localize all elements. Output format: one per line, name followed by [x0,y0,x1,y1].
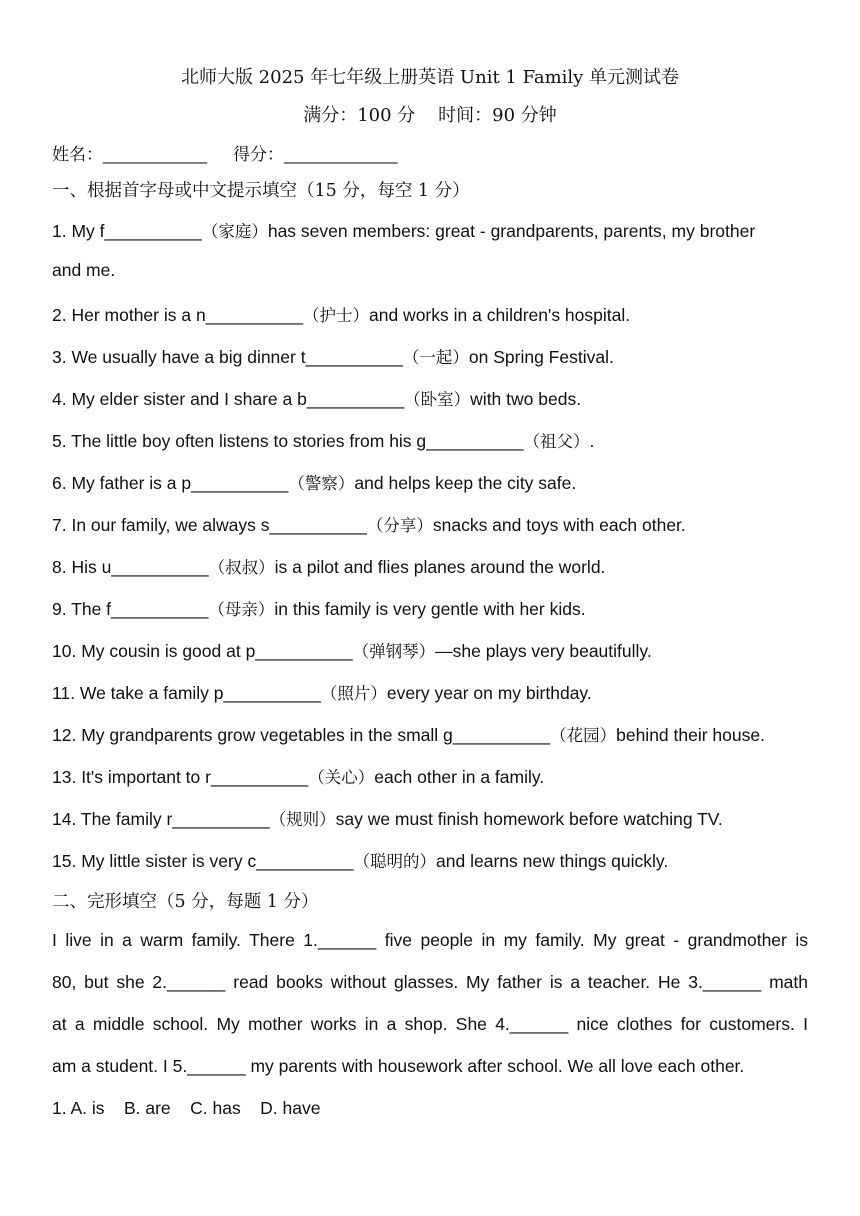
question-text: 7. In our family, we always s__________ [52,515,367,535]
question-text-after: on Spring Festival. [468,347,614,367]
chinese-hint: （聪明的） [353,852,437,871]
question-text: 15. My little sister is very c__________ [52,851,354,871]
question-text-after: snacks and toys with each other. [432,515,686,535]
chinese-hint: （母亲） [208,600,275,619]
question-line [52,722,765,746]
question-text-after: every year on my birthday. [386,683,592,703]
cloze-passage-line: 80, but she 2.______ read books without glasses. My father is a teacher. He 3.______ math [52,972,808,992]
question-line [52,302,630,326]
question-line [52,386,581,410]
question-text-after: and helps keep the city safe. [354,473,577,493]
question-line [52,764,544,788]
question-text: and me. [52,260,116,280]
cloze-passage-line: I live in a warm family. There 1.______ five people in my family. My great - grandmother is [52,930,808,950]
exam-subtitle: 满分：100 分 时间：90 分钟 [303,105,557,126]
question-line [52,596,586,620]
chinese-hint: （分享） [366,516,433,535]
question-text: 9. The f__________ [52,599,209,619]
question-text-after: in this family is very gentle with her kids. [274,599,586,619]
question-text: 12. My grandparents grow vegetables in the small g__________ [52,725,551,745]
question-text: 14. The family r__________ [52,809,270,829]
section-2-heading: 二、完形填空（5 分，每题 1 分） [52,892,319,912]
question-text-after: . [589,431,595,451]
question-line [52,848,668,872]
question-text: 11. We take a family p__________ [52,683,321,703]
question-line [52,428,594,452]
score-field[interactable]: 得分：____________ [233,145,398,164]
question-text: 1. My f__________ [52,221,202,241]
chinese-hint: （护士） [303,306,369,325]
chinese-hint: （规则） [269,810,336,829]
question-text-after: has seven members: great - grandparents, parents, my brother [267,221,756,241]
chinese-hint: （卧室） [404,390,471,409]
cloze-passage-line: at a middle school. My mother works in a shop. She 4.______ nice clothes for customers. I [52,1014,808,1034]
question-text: 8. His u__________ [52,557,209,577]
chinese-hint: （叔叔） [208,558,275,577]
chinese-hint: （关心） [308,768,375,787]
question-text: 5. The little boy often listens to stories from his g__________ [52,431,524,451]
question-text: 2. Her mother is a n__________ [52,305,303,325]
question-text-after: with two beds. [470,389,582,409]
name-field[interactable]: 姓名：___________ [52,145,208,164]
question-line [52,806,723,830]
question-line [52,260,115,281]
chinese-hint: （警察） [288,474,355,493]
question-text: 13. It's important to r__________ [52,767,309,787]
chinese-hint: （弹钢琴） [352,642,436,661]
question-text: 4. My elder sister and I share a b__________ [52,389,405,409]
question-line [52,512,686,536]
question-text-after: and works in a children's hospital. [369,305,631,325]
cloze-passage-line: am a student. I 5.______ my parents with housework after school. We all love each other. [52,1056,745,1076]
question-text: 10. My cousin is good at p__________ [52,641,353,661]
question-text-after: is a pilot and flies planes around the world. [274,557,606,577]
cloze-options-1: 1. A. is B. are C. has D. have [52,1098,321,1118]
chinese-hint: （家庭） [201,222,268,241]
question-line [52,344,614,368]
question-line [52,470,576,494]
chinese-hint: （花园） [550,726,617,745]
chinese-hint: （祖父） [523,432,590,451]
exam-title: 北师大版 2025 年七年级上册英语 Unit 1 Family 单元测试卷 [180,67,680,88]
question-text-after: —she plays very beautifully. [435,641,652,661]
section-1-heading: 一、根据首字母或中文提示填空（15 分，每空 1 分） [52,181,470,201]
chinese-hint: （照片） [320,684,387,703]
question-line [52,554,605,578]
chinese-hint: （一起） [402,348,469,367]
question-text: 6. My father is a p__________ [52,473,289,493]
question-line [52,638,652,662]
question-text-after: say we must finish homework before watching TV. [335,809,723,829]
question-text-after: each other in a family. [374,767,545,787]
student-info-row [52,140,397,165]
question-text: 3. We usually have a big dinner t__________ [52,347,403,367]
question-line [52,218,755,242]
question-text-after: behind their house. [616,725,765,745]
question-text-after: and learns new things quickly. [436,851,669,871]
question-line [52,680,592,704]
